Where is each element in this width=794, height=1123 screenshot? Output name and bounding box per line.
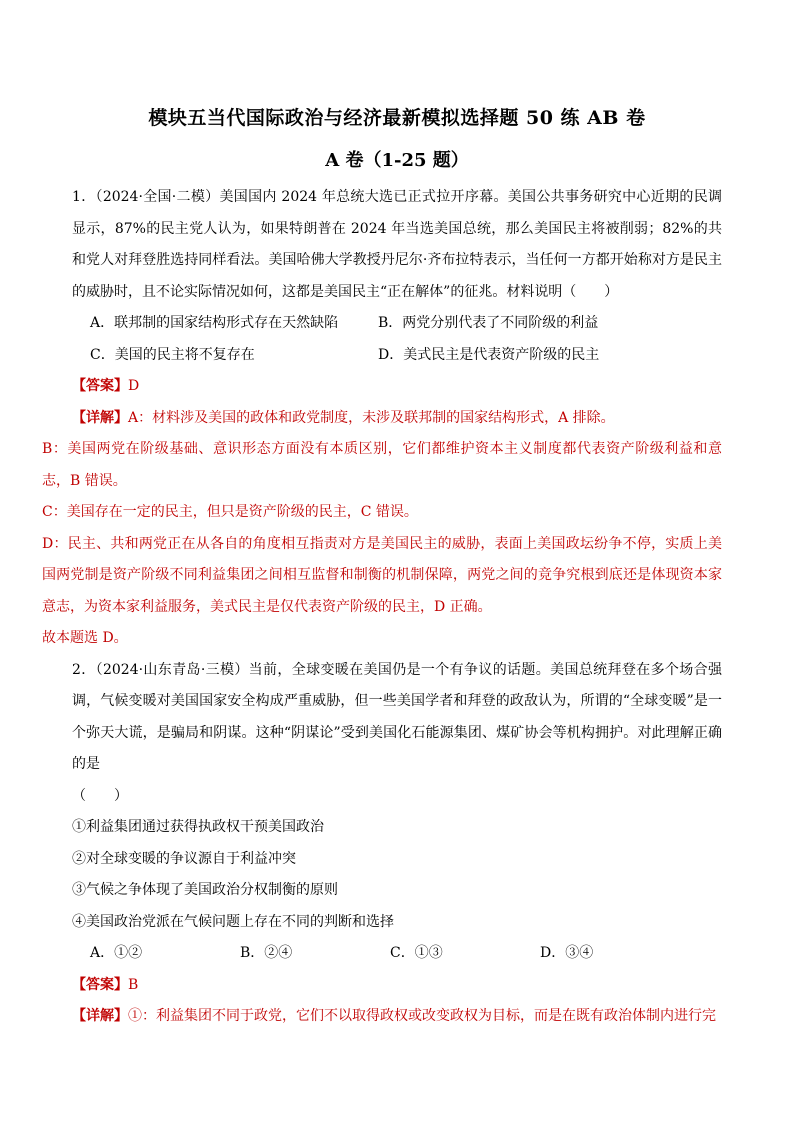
question-1-option-b: B．两党分别代表了不同阶级的利益 bbox=[378, 315, 599, 331]
question-2-answer bbox=[72, 970, 722, 1002]
question-1-option-d: D．美式民主是代表资产阶级的民主 bbox=[378, 346, 600, 363]
question-2-options bbox=[72, 938, 722, 970]
question-1-detail-c: C：美国存在一定的民主，但只是资产阶级的民主，C 错误。 bbox=[42, 504, 418, 520]
document-content bbox=[42, 182, 722, 1033]
answer-value: B bbox=[128, 976, 139, 993]
question-2-option-d: D．③④ bbox=[540, 945, 594, 961]
answer-label: 【答案】 bbox=[72, 378, 128, 394]
question-1-option-c: C．美国的民主将不复存在 bbox=[90, 346, 255, 363]
question-2-statement-3: ③气候之争体现了美国政治分权制衡的原则 bbox=[72, 882, 338, 898]
question-1-options-row-1 bbox=[72, 308, 722, 340]
question-1-option-a: A．联邦制的国家结构形式存在天然缺陷 bbox=[90, 315, 339, 331]
question-2-option-b: B．②④ bbox=[240, 945, 293, 961]
question-1-options-row-2 bbox=[72, 340, 722, 372]
answer-value: D bbox=[128, 378, 140, 394]
question-2-option-c: C．①③ bbox=[390, 945, 443, 961]
question-1-detail-d: D：民主、共和两党正在从各自的角度相互指责对方是美国民主的威胁，表面上美国政坛纷争不停，实质上美国两党制是资产阶级不同利益集团之间相互监督和制衡的机制保障，两党之间的竞争究根到底还是体现资本家意志，为资本家利益服务，美式民主是仅代表资产阶级的民主，D 正确。 bbox=[42, 535, 722, 615]
question-2-paren: （ ） bbox=[72, 787, 128, 804]
question-2-statement-1: ①利益集团通过获得执政权干预美国政治 bbox=[72, 819, 324, 835]
question-1-conclusion: 故本题选 D。 bbox=[42, 630, 128, 646]
document-title: 模块五当代国际政治与经济最新模拟选择题 50 练 AB 卷 bbox=[148, 107, 646, 129]
question-1-detail-a bbox=[72, 403, 722, 435]
detail-text: ①：利益集团不同于政党，它们不以取得政权或改变政权为目标，而是在既有政治体制内进行完 bbox=[128, 1008, 716, 1024]
detail-label: 【详解】 bbox=[72, 409, 128, 426]
question-1-answer bbox=[72, 371, 722, 403]
question-2-statement-4: ④美国政治党派在气候问题上存在不同的判断和选择 bbox=[72, 913, 394, 930]
question-1-stem: 1．（2024·全国·二模）美国国内 2024 年总统大选已正式拉开序幕。美国公共事务研究中心近期的民调显示，87%的民主党人认为，如果特朗普在 2024 年当选美国总统，那么美国民主将被削弱；82%的共和党人对拜登胜选持同样看法。美国哈佛大学教授丹尼尔·齐布拉特表示，当任何一方都开始称对方是民主的威胁时，且不论实际情况如何，这都是美国民主“正在解体”的征兆。材料说明（ ） bbox=[72, 189, 722, 300]
question-2-option-a: A．①② bbox=[90, 945, 143, 961]
detail-label: 【详解】 bbox=[72, 1008, 128, 1024]
question-2-statement-2: ②对全球变暖的争议源自于利益冲突 bbox=[72, 850, 296, 867]
question-1-detail-b: B：美国两党在阶级基础、意识形态方面没有本质区别，它们都维护资本主义制度都代表资产阶级利益和意志，B 错误。 bbox=[42, 441, 722, 489]
answer-label: 【答案】 bbox=[72, 976, 128, 993]
question-2-detail-1 bbox=[72, 1001, 722, 1033]
section-title: A 卷（1-25 题） bbox=[325, 150, 469, 171]
detail-text: A：材料涉及美国的政体和政党制度，未涉及联邦制的国家结构形式，A 排除。 bbox=[128, 409, 615, 426]
question-2-stem: 2．（2024·山东青岛·三模）当前，全球变暖在美国仍是一个有争议的话题。美国总统拜登在多个场合强调，气候变暖对美国国家安全构成严重威胁，但一些美国学者和拜登的政敌认为，所谓的“全球变暖”是一个弥天大谎，是骗局和阴谋。这种“阴谋论”受到美国化石能源集团、煤矿协会等机构拥护。对此理解正确的是 bbox=[72, 661, 722, 772]
